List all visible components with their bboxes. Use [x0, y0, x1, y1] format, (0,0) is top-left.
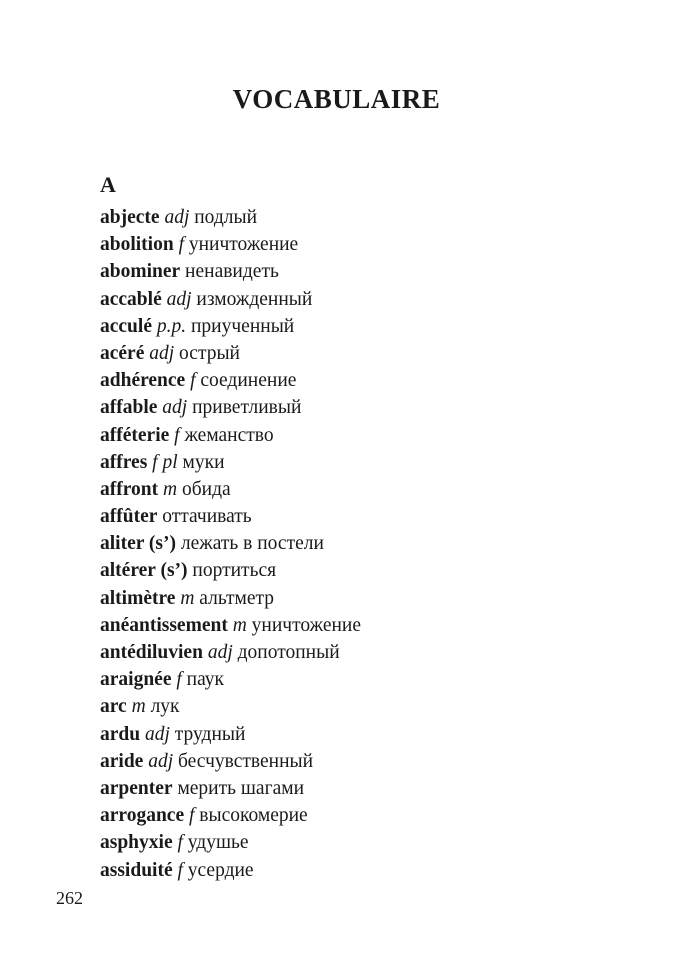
entry-grammar: f: [190, 370, 196, 392]
entry-translation: острый: [179, 342, 240, 364]
entry-translation: приветливый: [192, 397, 302, 419]
vocabulary-entry: [100, 286, 361, 313]
entry-word: arrogance: [100, 805, 185, 827]
entry-translation: уничтожение: [251, 614, 362, 636]
vocabulary-entry: [100, 503, 361, 530]
entry-grammar: f: [178, 234, 184, 256]
vocabulary-entry: [100, 313, 361, 340]
entry-grammar: f pl: [152, 451, 178, 473]
entry-translation: муки: [182, 451, 225, 473]
vocabulary-list: [100, 204, 361, 884]
entry-word: asphyxie: [100, 832, 173, 854]
entry-word: acculé: [100, 315, 152, 337]
entry-translation: усердие: [187, 859, 254, 881]
vocabulary-entry: [100, 775, 361, 802]
entry-grammar: m: [131, 696, 146, 718]
entry-grammar: adj: [164, 207, 190, 228]
entry-grammar: adj: [144, 723, 170, 745]
entry-word: aliter (s’): [100, 533, 176, 555]
entry-word: afféterie: [100, 424, 170, 446]
section-letter: A: [100, 172, 116, 197]
page-title: VOCABULAIRE: [232, 84, 441, 114]
vocabulary-entry: [100, 748, 361, 775]
entry-grammar: f: [176, 669, 182, 691]
vocabulary-entry: [100, 612, 361, 639]
vocabulary-entry: [100, 530, 361, 557]
entry-word: abolition: [100, 234, 174, 256]
entry-word: antédiluvien: [100, 642, 203, 663]
vocabulary-entry: [100, 693, 361, 720]
vocabulary-entry: [100, 422, 361, 449]
entry-word: anéantissement: [100, 614, 228, 636]
entry-translation: обида: [181, 478, 231, 500]
vocabulary-entry: [100, 639, 361, 666]
entry-translation: удушье: [187, 832, 249, 854]
entry-grammar: p.p.: [156, 315, 187, 337]
entry-grammar: f: [177, 859, 183, 881]
entry-word: ardu: [100, 723, 141, 745]
entry-translation: уничтожение: [188, 234, 299, 256]
entry-word: accablé: [100, 288, 162, 310]
entry-grammar: f: [174, 424, 180, 446]
entry-grammar: adj: [162, 397, 188, 419]
entry-word: adhérence: [100, 370, 186, 392]
entry-grammar: f: [177, 832, 183, 854]
entry-translation: ненавидеть: [185, 261, 279, 283]
vocabulary-entry: [100, 557, 361, 584]
entry-translation: жеманство: [184, 424, 274, 446]
entry-translation: соединение: [200, 370, 297, 392]
vocabulary-entry: [100, 829, 361, 856]
entry-word: arc: [100, 696, 127, 718]
entry-grammar: adj: [207, 642, 233, 663]
vocabulary-entry: [100, 367, 361, 394]
vocabulary-entry: [100, 476, 361, 503]
entry-word: abjecte: [100, 207, 160, 228]
entry-translation: паук: [186, 669, 224, 691]
entry-word: altérer (s’): [100, 560, 188, 582]
entry-translation: портиться: [192, 560, 277, 582]
entry-grammar: m: [180, 587, 195, 609]
page-number: 262: [56, 888, 83, 908]
entry-grammar: m: [163, 478, 178, 500]
entry-word: affront: [100, 478, 159, 500]
vocabulary-entry: [100, 340, 361, 367]
vocabulary-entry: [100, 585, 361, 612]
entry-word: acéré: [100, 342, 145, 364]
entry-translation: оттачивать: [162, 506, 252, 528]
entry-word: affres: [100, 451, 148, 473]
entry-word: arpenter: [100, 777, 173, 799]
vocabulary-entry: [100, 857, 361, 884]
entry-translation: допотопный: [237, 642, 340, 663]
vocabulary-entry: [100, 802, 361, 829]
entry-translation: трудный: [174, 723, 246, 745]
entry-translation: высокомерие: [199, 805, 308, 827]
entry-grammar: m: [232, 614, 247, 636]
vocabulary-entry: [100, 258, 361, 285]
entry-translation: бесчувственный: [178, 750, 314, 772]
entry-translation: изможденный: [196, 288, 313, 310]
vocabulary-entry: [100, 204, 361, 231]
entry-translation: лук: [150, 696, 180, 718]
entry-word: assiduité: [100, 859, 173, 881]
vocabulary-entry: [100, 666, 361, 693]
entry-translation: мерить шагами: [177, 777, 305, 799]
entry-translation: альтметр: [199, 587, 275, 609]
entry-grammar: f: [189, 805, 195, 827]
entry-translation: лежать в постели: [180, 533, 324, 555]
entry-word: araignée: [100, 669, 172, 691]
entry-word: aride: [100, 750, 144, 772]
vocabulary-entry: [100, 721, 361, 748]
entry-translation: приученный: [190, 315, 295, 337]
entry-translation: подлый: [194, 207, 258, 228]
entry-grammar: adj: [166, 288, 192, 310]
entry-word: abominer: [100, 261, 181, 283]
entry-word: affûter: [100, 506, 158, 528]
entry-grammar: adj: [149, 342, 175, 364]
vocabulary-entry: [100, 231, 361, 258]
vocabulary-entry: [100, 449, 361, 476]
entry-word: altimètre: [100, 587, 176, 609]
entry-grammar: adj: [148, 750, 174, 772]
entry-word: affable: [100, 397, 158, 419]
vocabulary-entry: [100, 394, 361, 421]
